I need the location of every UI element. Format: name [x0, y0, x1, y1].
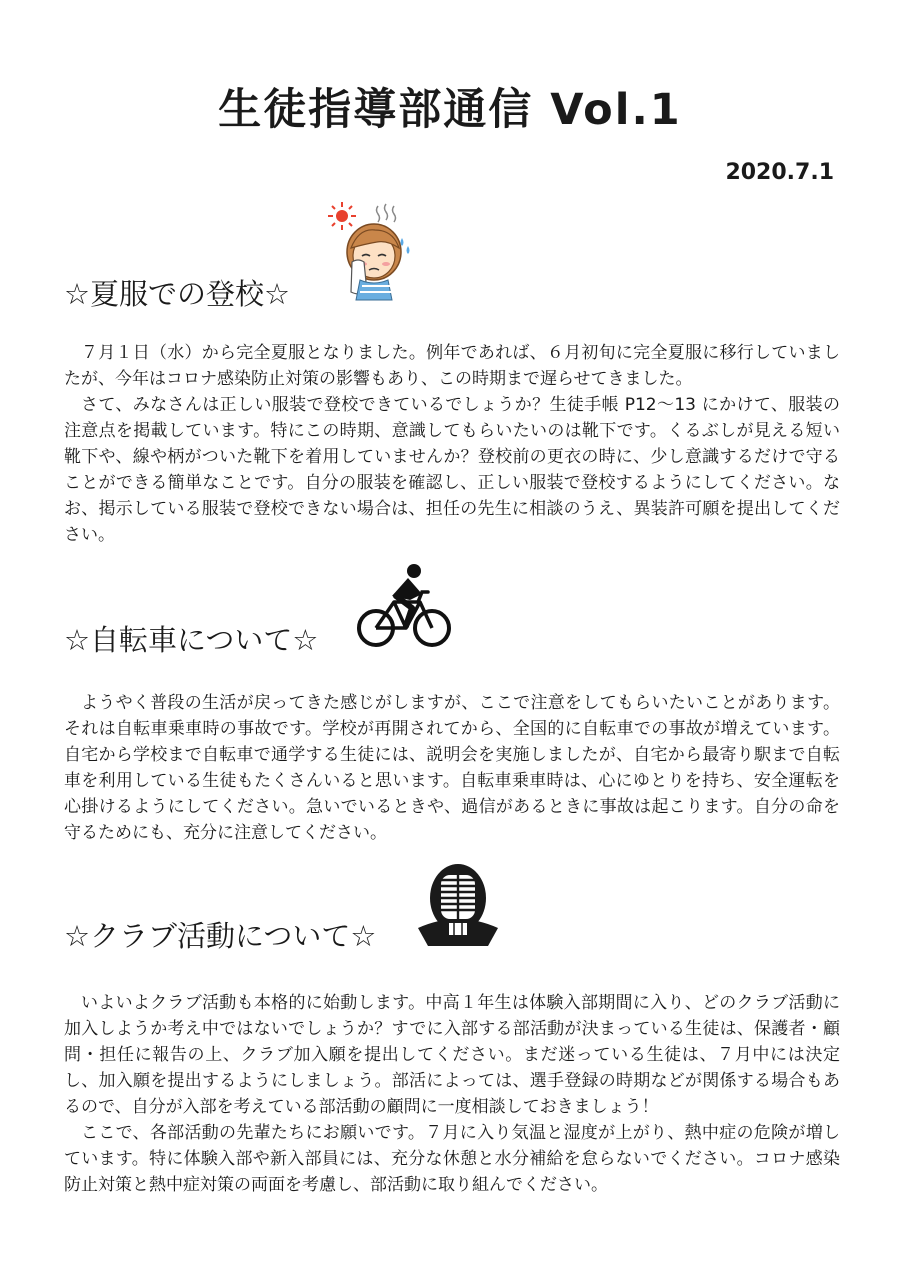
page-title: 生徒指導部通信 Vol.1	[218, 85, 682, 135]
section-paragraph: いよいよクラブ活動も本格的に始動します。中高１年生は体験入部期間に入り、どのクラブ活動に加入しようか考え中ではないでしょうか？すでに入部する部活動が決まっている生徒は、保護者・顧問・担任に報告の上、クラブ加入願を提出してください。まだ迷っている生徒は、７月中には決定し、加入願を提出するようにしましょう。部活によっては、選手登録の時期などが関係する場合もあるので、自分が入部を考えている部活動の顧問に一度相談しておきましょう！	[64, 993, 840, 1117]
cyclist-icon	[356, 562, 452, 650]
section-paragraph: ようやく普段の生活が戻ってきた感じがしますが、ここで注意をしてもらいたいことがあります。それは自転車乗車時の事故です。学校が再開されてから、全国的に自転車での事故が増えています。自宅から学校まで自転車で通学する生徒には、説明会を実施しましたが、自宅から最寄り駅まで自転車を利用している生徒もたくさんいると思います。自転車乗車時は、心にゆとりを持ち、安全運転を心掛けるようにしてください。急いでいるときや、過信があるときに事故は起こります。自分の命を守るためにも、充分に注意してください。	[64, 693, 840, 843]
section-paragraph: ここで、各部活動の先輩たちにお願いです。７月に入り気温と湿度が上がり、熱中症の危険が増しています。特に体験入部や新入部員には、充分な休憩と水分補給を怠らないでください。コロナ感染防止対策と熱中症対策の両面を考慮し、部活動に取り組んでください。	[64, 1123, 840, 1195]
section-heading-club-activities: ☆クラブ活動について☆	[64, 919, 377, 953]
section-paragraph: さて、みなさんは正しい服装で登校できているでしょうか？生徒手帳 P12～13 にかけて、服装の注意点を掲載しています。特にこの時期、意識してもらいたいのは靴下です。くるぶしが見える短い靴下や、線や柄がついた靴下を着用していませんか？登校前の更衣の時に、少し意識するだけで守ることができる簡単なことです。自分の服装を確認し、正しい服装で登校するようにしてください。なお、掲示している服装で登校できない場合は、担任の先生に相談のうえ、異装許可願を提出してください。	[64, 395, 840, 545]
section-paragraph: ７月１日（水）から完全夏服となりました。例年であれば、６月初旬に完全夏服に移行していましたが、今年はコロナ感染防止対策の影響もあり、この時期まで遅らせてきました。	[64, 343, 840, 389]
section-heading-summer-uniform: ☆夏服での登校☆	[64, 277, 290, 311]
section-heading-bicycle: ☆自転車について☆	[64, 623, 319, 657]
issue-date: 2020.7.1	[725, 160, 834, 185]
kendo-mask-icon	[414, 858, 502, 948]
hot-girl-with-towel-icon	[324, 200, 416, 302]
